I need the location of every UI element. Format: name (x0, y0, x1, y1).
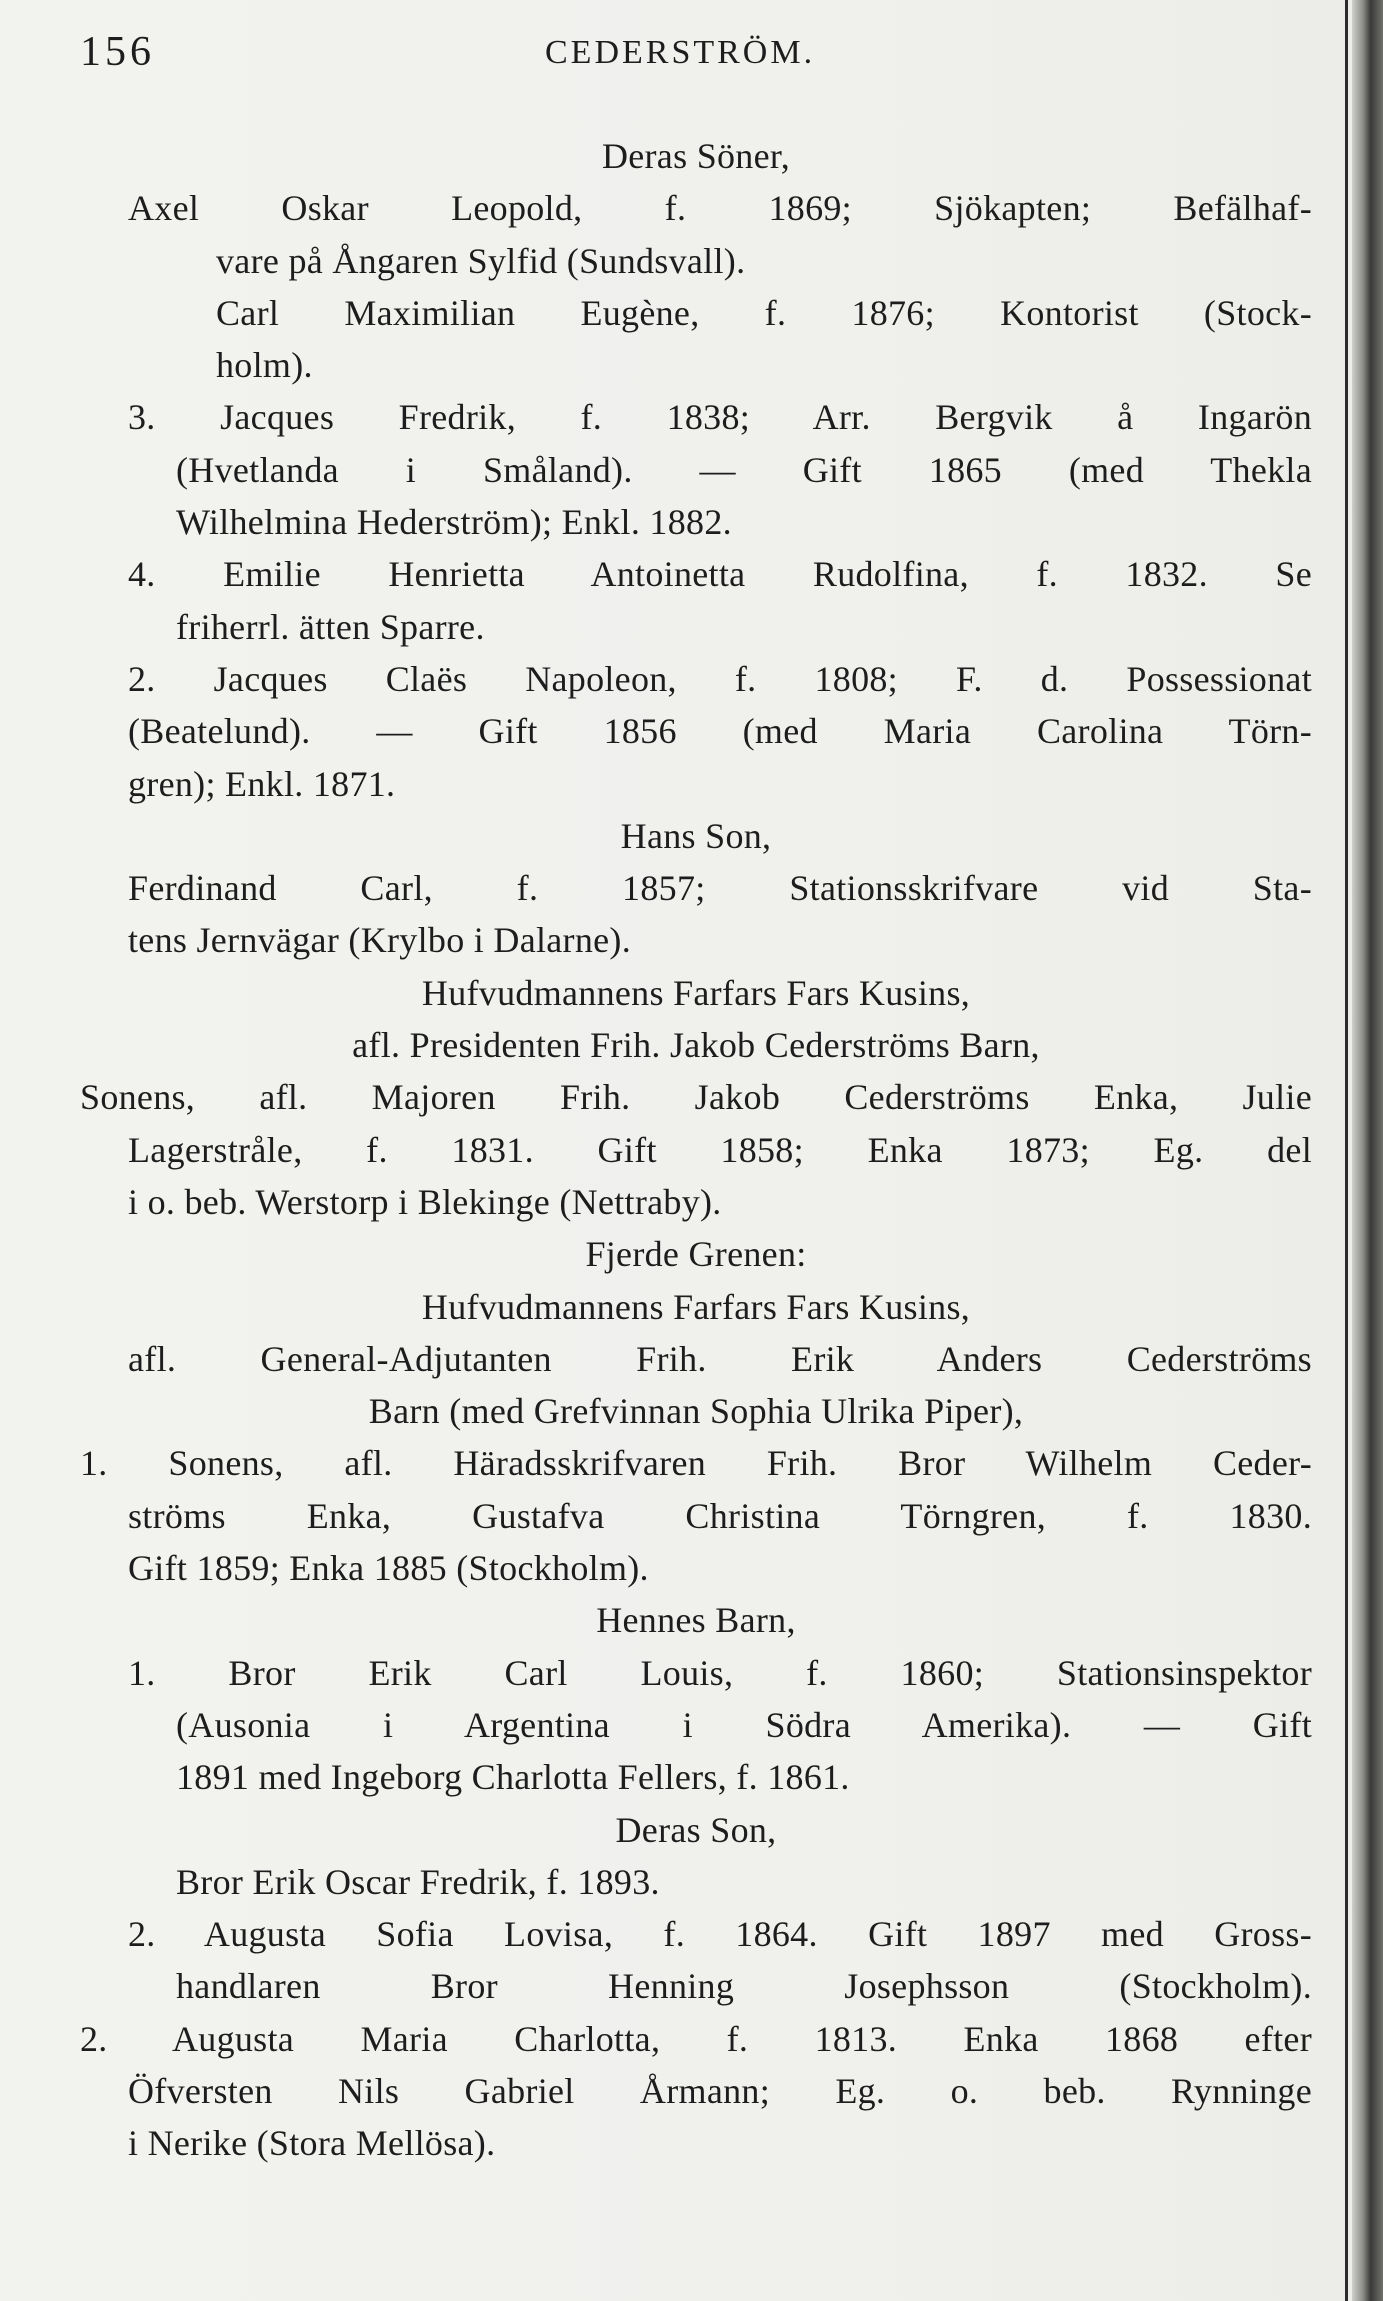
text-line: Öfversten Nils Gabriel Årmann; Eg. o. beb. Rynninge (128, 2070, 1312, 2111)
text-line: Deras Son, (615, 1809, 777, 1850)
text-line: friherrl. ätten Sparre. (176, 606, 485, 647)
text-line: 1. Sonens, afl. Häradsskrifvaren Frih. Bror Wilhelm Ceder- (80, 1443, 1312, 1484)
text-line: Carl Maximilian Eugène, f. 1876; Kontorist (Stock- (216, 292, 1312, 333)
genealogy-text (80, 130, 1312, 2170)
text-line: Deras Söner, (601, 136, 791, 176)
text-line: Hufvudmannens Farfars Fars Kusins, (421, 1286, 971, 1327)
text-line: afl. Presidenten Frih. Jakob Cederströms Barn, (352, 1025, 1040, 1066)
text-line: i Nerike (Stora Mellösa). (128, 2123, 496, 2164)
text-line: Barn (med Grefvinnan Sophia Ulrika Piper), (368, 1391, 1024, 1432)
text-line: 4. Emilie Henrietta Antoinetta Rudolfina, f. 1832. Se (128, 554, 1312, 595)
text-line: Wilhelmina Hederström); Enkl. 1882. (176, 502, 732, 543)
running-head: CEDERSTRÖM. (545, 34, 816, 71)
text-line: Fjerde Grenen: (585, 1234, 807, 1275)
text-line: Hans Son, (620, 815, 772, 856)
text-line: ströms Enka, Gustafva Christina Törngren, f. 1830. (128, 1495, 1312, 1536)
text-line: 1891 med Ingeborg Charlotta Fellers, f. 1861. (176, 1757, 850, 1798)
page-edge (1345, 0, 1348, 2301)
text-line: Lagerstråle, f. 1831. Gift 1858; Enka 1873; Eg. del (128, 1129, 1312, 1170)
text-line: handlaren Bror Henning Josephsson (Stockholm). (176, 1966, 1312, 2007)
text-line: 2. Jacques Claës Napoleon, f. 1808; F. d. Possessionat (128, 658, 1312, 699)
text-line: Sonens, afl. Majoren Frih. Jakob Cederströms Enka, Julie (80, 1077, 1312, 1118)
text-line: holm). (216, 345, 313, 386)
text-line: vare på Ångaren Sylfid (Sundsvall). (216, 240, 746, 281)
text-line: Axel Oskar Leopold, f. 1869; Sjökapten; Befälhaf- (128, 188, 1312, 229)
text-line: Hennes Barn, (596, 1600, 796, 1641)
text-line: Gift 1859; Enka 1885 (Stockholm). (128, 1548, 649, 1589)
text-line: Bror Erik Oscar Fredrik, f. 1893. (176, 1861, 660, 1902)
text-line: afl. General-Adjutanten Frih. Erik Anders Cederströms (128, 1338, 1312, 1379)
text-line: (Ausonia i Argentina i Södra Amerika). — Gift (176, 1704, 1312, 1745)
text-line: Ferdinand Carl, f. 1857; Stationsskrifvare vid Sta- (128, 868, 1312, 909)
text-line: (Hvetlanda i Småland). — Gift 1865 (med Thekla (176, 449, 1312, 490)
book-spine-shadow (1352, 0, 1383, 2301)
page-header (80, 28, 1343, 88)
text-line: gren); Enkl. 1871. (128, 763, 396, 804)
text-line: 2. Augusta Maria Charlotta, f. 1813. Enka 1868 efter (80, 2018, 1312, 2059)
text-line: 2. Augusta Sofia Lovisa, f. 1864. Gift 1897 med Gross- (128, 1914, 1312, 1955)
text-line: 3. Jacques Fredrik, f. 1838; Arr. Bergvik å Ingarön (128, 397, 1312, 438)
text-line: i o. beb. Werstorp i Blekinge (Nettraby). (128, 1181, 722, 1222)
text-line: tens Jernvägar (Krylbo i Dalarne). (128, 920, 632, 961)
page-number: 156 (80, 29, 155, 75)
text-line: (Beatelund). — Gift 1856 (med Maria Carolina Törn- (128, 711, 1312, 752)
text-line: Hufvudmannens Farfars Fars Kusins, (421, 972, 971, 1013)
text-line: 1. Bror Erik Carl Louis, f. 1860; Stationsinspektor (128, 1652, 1312, 1693)
